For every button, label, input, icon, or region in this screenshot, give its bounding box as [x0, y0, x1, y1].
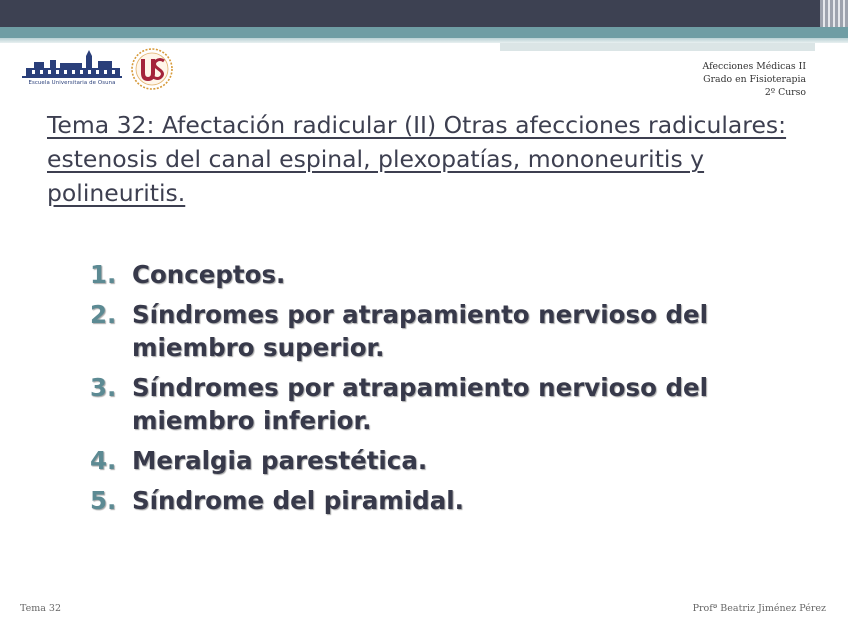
- osuna-school-caption: Escuela Universitaria de Osuna: [28, 80, 116, 86]
- topic-item: [90, 371, 820, 437]
- course-info: [703, 60, 806, 99]
- degree-name: Grado en Fisioterapia: [703, 74, 806, 85]
- topic-item: [90, 258, 820, 291]
- topic-number: 3.: [90, 373, 117, 402]
- topic-text: Síndromes por atrapamiento nervioso del miembro inferior.: [132, 373, 709, 435]
- topic-text: Síndrome del piramidal.: [132, 486, 464, 515]
- header-dark-band: [0, 0, 820, 27]
- footer-topic: Tema 32: [20, 603, 62, 614]
- course-name: Afecciones Médicas II: [702, 61, 806, 72]
- university-seal-logo: [130, 47, 174, 91]
- header-stripes: [820, 0, 848, 27]
- topic-list: [90, 258, 820, 524]
- slide-title: [47, 108, 817, 210]
- topic-number: 4.: [90, 446, 117, 475]
- header-light-band: [500, 43, 815, 51]
- topic-text: Síndromes por atrapamiento nervioso del miembro superior.: [132, 300, 709, 362]
- slide-title-text: Tema 32: Afectación radicular (II) Otras afecciones radiculares: estenosis del canal espinal, plexopatías, mononeuritis y polineuritis.: [47, 111, 787, 207]
- topic-text: Conceptos.: [132, 260, 286, 289]
- footer-author: Profª Beatriz Jiménez Pérez: [692, 603, 826, 614]
- topic-number: 2.: [90, 300, 117, 329]
- topic-item: [90, 444, 820, 477]
- topic-number: 5.: [90, 486, 117, 515]
- topic-item: [90, 484, 820, 517]
- topic-item: [90, 298, 820, 364]
- topic-number: 1.: [90, 260, 117, 289]
- header-teal-band: [0, 27, 848, 38]
- topic-text: Meralgia parestética.: [132, 446, 428, 475]
- course-year: 2º Curso: [764, 87, 806, 98]
